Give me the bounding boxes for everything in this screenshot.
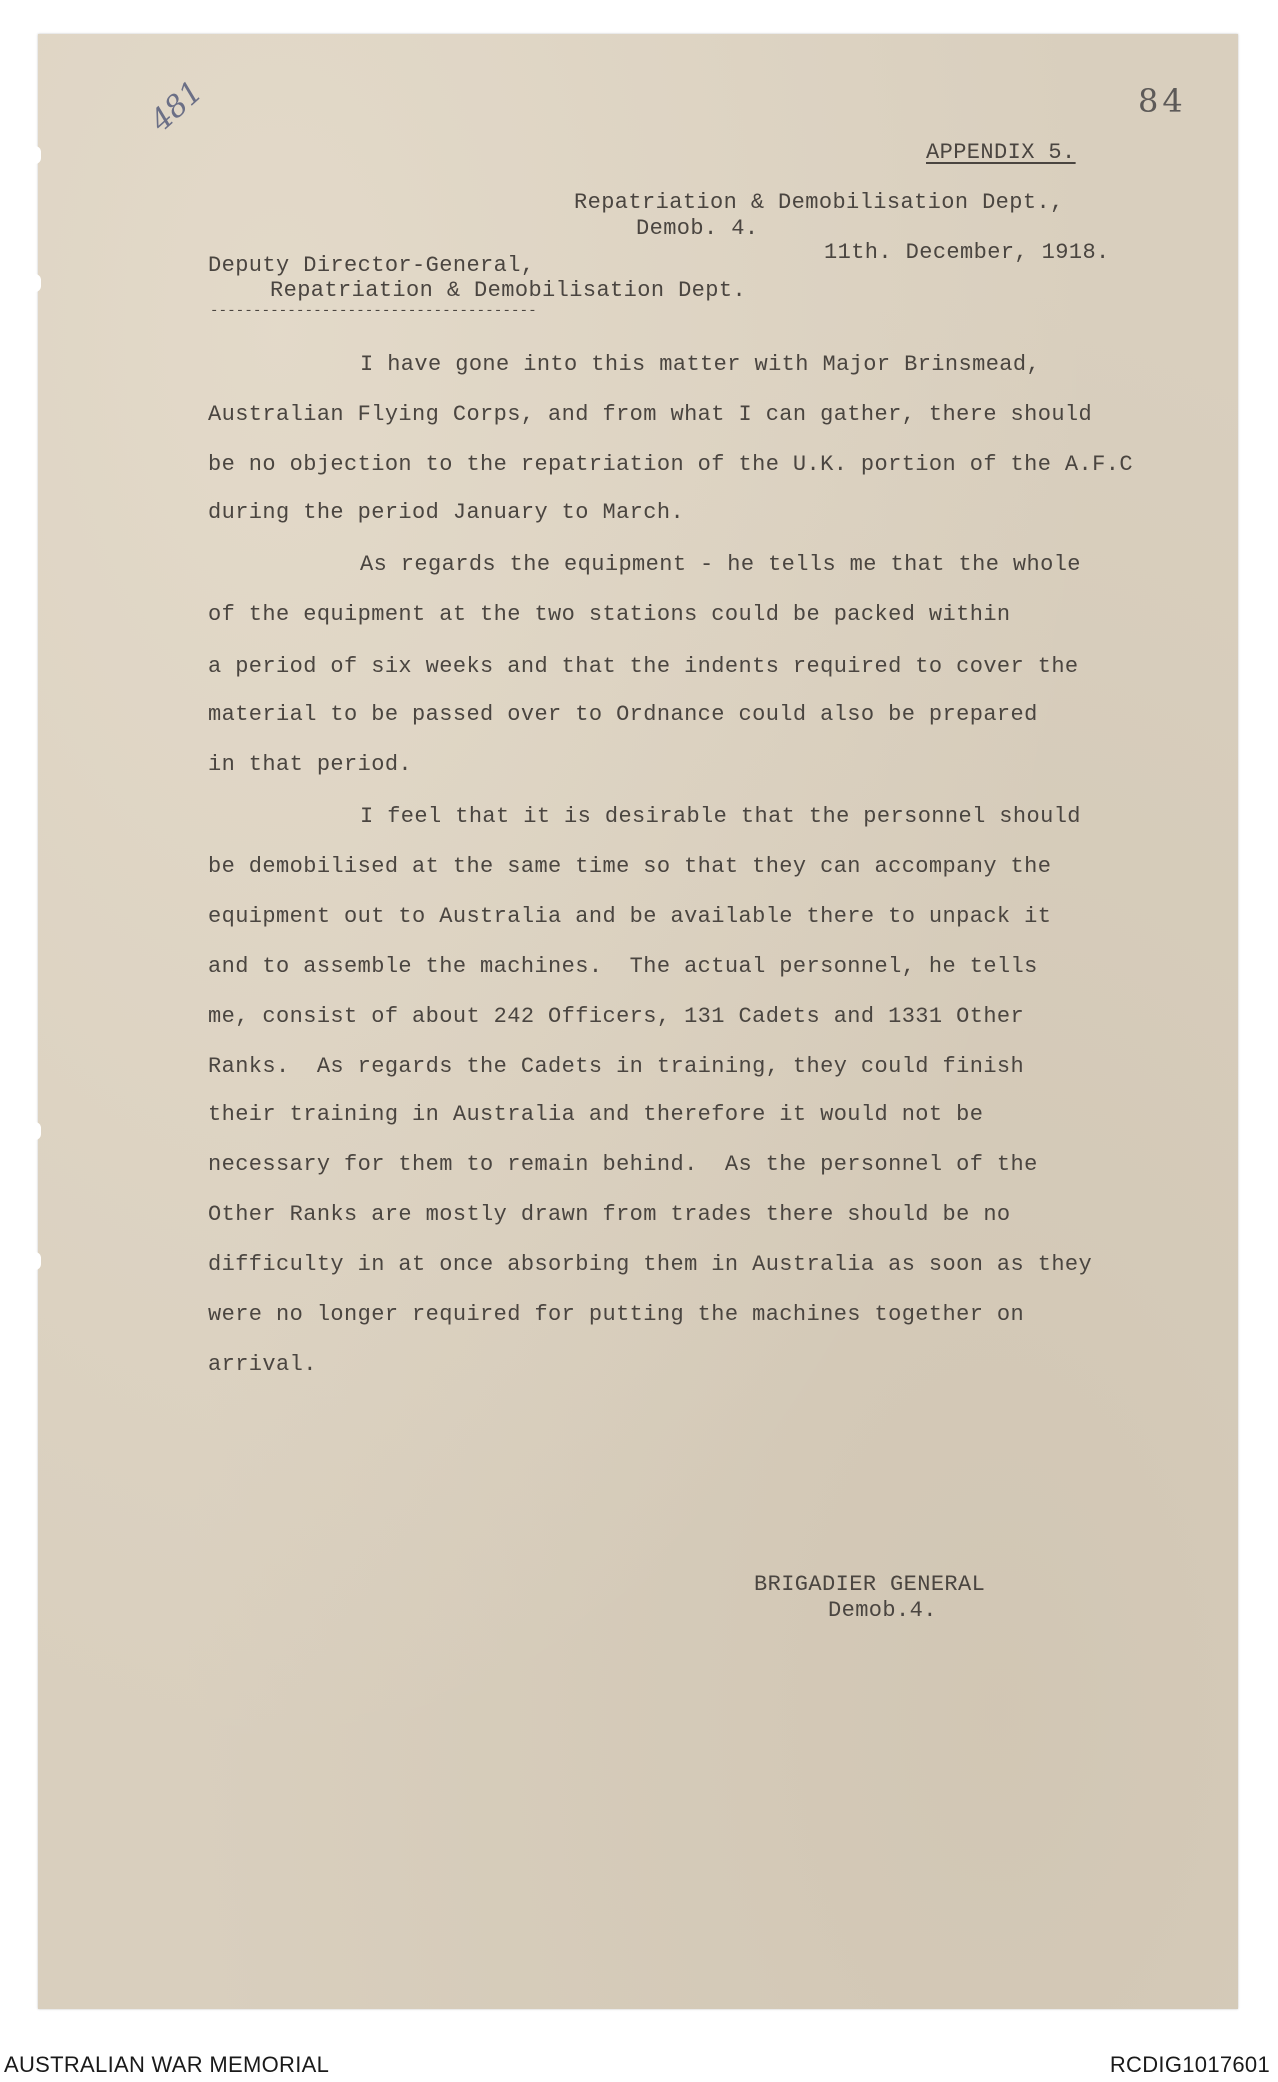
footer-institution: AUSTRALIAN WAR MEMORIAL — [4, 2052, 330, 2077]
addressee-department: Repatriation & Demobilisation Dept. — [270, 278, 747, 303]
signature-reference: Demob.4. — [828, 1598, 937, 1623]
body-line: a period of six weeks and that the indents required to cover the — [208, 654, 1079, 679]
body-line: arrival. — [208, 1352, 317, 1377]
body-line: I have gone into this matter with Major Brinsmead, — [360, 352, 1041, 377]
body-line: were no longer required for putting the machines together on — [208, 1302, 1025, 1327]
body-line: be demobilised at the same time so that they can accompany the — [208, 854, 1052, 879]
body-line: necessary for them to remain behind. As the personnel of the — [208, 1152, 1038, 1177]
body-line: their training in Australia and therefore it would not be — [208, 1102, 984, 1127]
addressee-title: Deputy Director-General, — [208, 253, 535, 278]
body-line: be no objection to the repatriation of the U.K. portion of the A.F.C — [208, 452, 1133, 477]
body-line: I feel that it is desirable that the personnel should — [360, 804, 1081, 829]
signature-title: BRIGADIER GENERAL — [754, 1572, 986, 1597]
footer-record-id: RCDIG1017601 — [1109, 2052, 1270, 2077]
body-line: during the period January to March. — [208, 500, 685, 525]
stamped-folio-number: 84 — [1138, 82, 1187, 120]
sender-reference: Demob. 4. — [636, 216, 759, 241]
body-line: Australian Flying Corps, and from what I can gather, there should — [208, 402, 1093, 427]
letter-date: 11th. December, 1918. — [824, 240, 1110, 265]
body-line: of the equipment at the two stations could be packed within — [208, 602, 1011, 627]
appendix-label: APPENDIX 5. — [926, 140, 1076, 165]
body-line: in that period. — [208, 752, 413, 777]
punch-hole — [34, 274, 41, 292]
body-line: difficulty in at once absorbing them in Australia as soon as they — [208, 1252, 1093, 1277]
body-line: and to assemble the machines. The actual personnel, he tells — [208, 954, 1038, 979]
body-line: As regards the equipment - he tells me that the whole — [360, 552, 1081, 577]
body-line: Other Ranks are mostly drawn from trades there should be no — [208, 1202, 1011, 1227]
body-line: Ranks. As regards the Cadets in training, they could finish — [208, 1054, 1025, 1079]
body-line: equipment out to Australia and be available there to unpack it — [208, 904, 1052, 929]
punch-hole — [34, 1122, 41, 1140]
body-line: me, consist of about 242 Officers, 131 Cadets and 1331 Other — [208, 1004, 1025, 1029]
body-line: material to be passed over to Ordnance could also be prepared — [208, 702, 1038, 727]
sender-department: Repatriation & Demobilisation Dept., — [574, 190, 1064, 215]
handwritten-folio-number: 481 — [143, 74, 210, 139]
punch-hole — [34, 1252, 41, 1270]
punch-hole — [34, 146, 41, 164]
addressee-rule: -------------------------------------- — [210, 303, 537, 319]
document-page — [38, 34, 1238, 2009]
